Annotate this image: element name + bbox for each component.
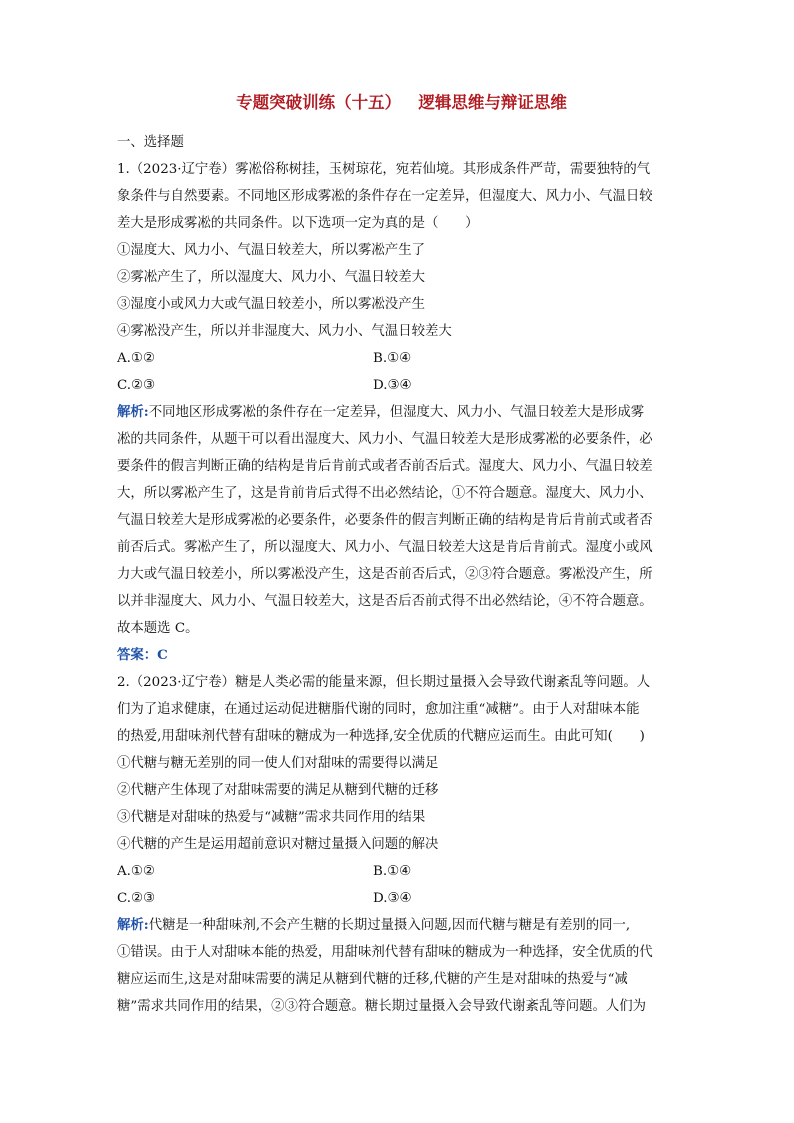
statement-item: ②雾凇产生了，所以湿度大、风力小、气温日较差大 bbox=[117, 270, 425, 285]
analysis-line: 糖”需求共同作用的结果，②③符合题意。糖长期过量摄入会导致代谢紊乱等问题。人们为 bbox=[117, 999, 647, 1014]
analysis-line bbox=[117, 399, 686, 426]
options-row bbox=[117, 345, 686, 372]
option-a: A.①② bbox=[117, 351, 155, 366]
analysis-line: 要条件的假言判断正确的结构是肯后肯前式或者否前否后式。湿度大、风力小、气温日较差 bbox=[117, 459, 653, 474]
question-stem-line: 2.（2023·辽宁卷）糖是人类必需的能量来源，但长期过量摄入会导致代谢紊乱等问题。人 bbox=[117, 675, 651, 690]
statement-item: ①湿度大、风力小、气温日较差大，所以雾凇产生了 bbox=[117, 243, 425, 258]
analysis-line bbox=[117, 912, 686, 939]
question-stem-line: 1.（2023·辽宁卷）雾凇俗称树挂，玉树琼花，宛若仙境。其形成条件严苛，需要独特的气 bbox=[117, 162, 651, 177]
question-stem-line: 差大是形成雾凇的共同条件。以下选项一定为真的是（ ） bbox=[117, 216, 479, 231]
question-2 bbox=[117, 669, 686, 1020]
option-c: C.②③ bbox=[117, 378, 156, 393]
option-b: B.①④ bbox=[373, 351, 412, 366]
option-d: D.③④ bbox=[373, 891, 412, 906]
options-row bbox=[117, 372, 686, 399]
analysis-line: 大，所以雾凇产生了，这是肯前肯后式得不出必然结论，①不符合题意。湿度大、风力小、 bbox=[117, 486, 653, 501]
options-row bbox=[117, 885, 686, 912]
analysis-line: ①错误。由于人对甜味本能的热爱，用甜味剂代替有甜味的糖成为一种选择，安全优质的代 bbox=[117, 945, 653, 960]
analysis-text: 代糖是一种甜味剂,不会产生糖的长期过量摄入问题,因而代糖与糖是有差别的同一, bbox=[148, 918, 631, 933]
section-heading: 一、选择题 bbox=[117, 135, 184, 150]
analysis-line: 糖应运而生,这是对甜味需要的满足从糖到代糖的迁移,代糖的产生是对甜味的热爱与“减 bbox=[117, 972, 628, 987]
option-c: C.②③ bbox=[117, 891, 156, 906]
statement-item: ④代糖的产生是运用超前意识对糖过量摄入问题的解决 bbox=[117, 837, 439, 852]
option-a: A.①② bbox=[117, 864, 155, 879]
statement-item: ③湿度小或风力大或气温日较差小，所以雾凇没产生 bbox=[117, 297, 425, 312]
statement-item: ②代糖产生体现了对甜味需要的满足从糖到代糖的迁移 bbox=[117, 783, 439, 798]
question-stem-line: 的热爱,用甜味剂代替有甜味的糖成为一种选择,安全优质的代糖应运而生。由此可知( ) bbox=[117, 729, 645, 744]
analysis-text: 不同地区形成雾凇的条件存在一定差异，但湿度大、风力小、气温日较差大是形成雾 bbox=[148, 405, 645, 420]
question-stem-line: 们为了追求健康，在通过运动促进糖脂代谢的同时，愈加注重“减糖”。由于人对甜味本能 bbox=[117, 702, 640, 717]
option-b: B.①④ bbox=[373, 864, 412, 879]
question-1 bbox=[117, 156, 686, 669]
option-d: D.③④ bbox=[373, 378, 412, 393]
options-row bbox=[117, 858, 686, 885]
question-stem-line: 象条件与自然要素。不同地区形成雾凇的条件存在一定差异，但湿度大、风力小、气温日较 bbox=[117, 189, 653, 204]
analysis-line: 气温日较差大是形成雾凇的必要条件，必要条件的假言判断正确的结构是肯后肯前式或者否 bbox=[117, 513, 653, 528]
analysis-line: 力大或气温日较差小，所以雾凇没产生，这是否前否后式，②③符合题意。雾凇没产生，所 bbox=[117, 567, 653, 582]
analysis-line: 以并非湿度大、风力小、气温日较差大，这是否后否前式得不出必然结论，④不符合题意。 bbox=[117, 594, 653, 609]
statement-item: ④雾凇没产生，所以并非湿度大、风力小、气温日较差大 bbox=[117, 324, 452, 339]
answer: 答案：C bbox=[117, 647, 168, 663]
analysis-label: 解析: bbox=[117, 404, 149, 420]
analysis-line: 凇的共同条件，从题干可以看出湿度大、风力小、气温日较差大是形成雾凇的必要条件，必 bbox=[117, 432, 653, 447]
analysis-label: 解析: bbox=[117, 917, 149, 933]
statement-item: ③代糖是对甜味的热爱与“减糖”需求共同作用的结果 bbox=[117, 810, 426, 825]
analysis-line: 前否后式。雾凇产生了，所以湿度大、风力小、气温日较差大这是肯后肯前式。湿度小或风 bbox=[117, 540, 653, 555]
page-title: 专题突破训练（十五） 逻辑思维与辩证思维 bbox=[236, 93, 567, 112]
analysis-line: 故本题选 C。 bbox=[117, 621, 199, 636]
statement-item: ①代糖与糖无差别的同一使人们对甜味的需要得以满足 bbox=[117, 756, 439, 771]
